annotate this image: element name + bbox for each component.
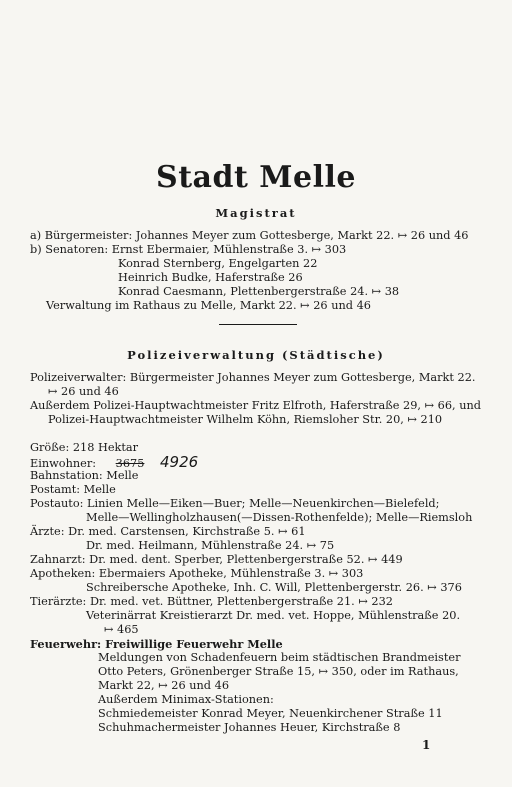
magistrat-line: Heinrich Budke, Haferstraße 26 xyxy=(118,271,303,284)
postauto-line: Postauto: Linien Melle—Eiken—Buer; Melle—Neuenkirchen—Bielefeld; xyxy=(30,497,440,510)
feuerwehr-line: Meldungen von Schadenfeuern beim städtischen Brandmeister xyxy=(98,651,461,664)
tieraerzte-line: ↦ 465 xyxy=(104,623,139,636)
feuerwehr-line: Schmiedemeister Konrad Meyer, Neuenkirchener Straße 11 xyxy=(98,707,443,720)
polizei-heading: Polizeiverwaltung (Städtische) xyxy=(127,348,385,362)
magistrat-heading: Magistrat xyxy=(215,206,297,220)
polizei-line: ↦ 26 und 46 xyxy=(48,385,119,398)
feuerwehr-line: Schuhmachermeister Johannes Heuer, Kirchstraße 8 xyxy=(98,721,401,734)
magistrat-line: Verwaltung im Rathaus zu Melle, Markt 22. ↦ 26 und 46 xyxy=(46,299,371,312)
page-title: Stadt Melle xyxy=(156,160,356,195)
polizei-line: Polizeiverwalter: Bürgermeister Johannes Meyer zum Gottesberge, Markt 22. xyxy=(30,371,476,384)
einwohner-handwritten: 4926 xyxy=(160,453,199,471)
polizei-line: Polizei-Hauptwachtmeister Wilhelm Köhn, Riemsloher Str. 20, ↦ 210 xyxy=(48,413,443,426)
bahnstation-line: Bahnstation: Melle xyxy=(30,469,139,482)
magistrat-line: Konrad Sternberg, Engelgarten 22 xyxy=(118,257,318,270)
groesse-line: Größe: 218 Hektar xyxy=(30,441,139,454)
einwohner-struck: 3675 xyxy=(115,457,145,470)
page-number: 1 xyxy=(422,738,431,752)
magistrat-line: b) Senatoren: Ernst Ebermaier, Mühlenstraße 3. ↦ 303 xyxy=(30,243,347,256)
section-divider xyxy=(219,324,297,325)
magistrat-line: Konrad Caesmann, Plettenbergerstraße 24. ↦ 38 xyxy=(118,285,400,298)
polizei-line: Außerdem Polizei-Hauptwachtmeister Fritz Elfroth, Haferstraße 29, ↦ 66, und xyxy=(30,399,482,412)
tieraerzte-line: Tierärzte: Dr. med. vet. Büttner, Plettenbergerstraße 21. ↦ 232 xyxy=(30,595,393,608)
feuerwehr-line: Feuerwehr: Freiwillige Feuerwehr Melle xyxy=(30,637,283,651)
tieraerzte-line: Veterinärrat Kreistierarzt Dr. med. vet. Hoppe, Mühlenstraße 20. xyxy=(86,609,461,622)
aerzte-line: Dr. med. Heilmann, Mühlenstraße 24. ↦ 75 xyxy=(86,539,335,552)
postamt-line: Postamt: Melle xyxy=(30,483,116,496)
aerzte-line: Ärzte: Dr. med. Carstensen, Kirchstraße 5. ↦ 61 xyxy=(30,525,306,538)
feuerwehr-line: Markt 22, ↦ 26 und 46 xyxy=(98,679,230,692)
apotheken-line: Apotheken: Ebermaiers Apotheke, Mühlenstraße 3. ↦ 303 xyxy=(30,567,364,580)
einwohner-label: Einwohner: xyxy=(30,457,97,470)
magistrat-line: a) Bürgermeister: Johannes Meyer zum Gottesberge, Markt 22. ↦ 26 und 46 xyxy=(30,229,469,242)
zahnarzt-line: Zahnarzt: Dr. med. dent. Sperber, Plettenbergerstraße 52. ↦ 449 xyxy=(30,553,403,566)
apotheken-line: Schreibersche Apotheke, Inh. C. Will, Plettenbergerstr. 26. ↦ 376 xyxy=(86,581,462,594)
postauto-line: Melle—Wellingholzhausen(—Dissen-Rothenfelde); Melle—Riemsloh xyxy=(86,511,473,524)
feuerwehr-line: Otto Peters, Grönenberger Straße 15, ↦ 350, oder im Rathaus, xyxy=(98,665,459,678)
feuerwehr-line: Außerdem Minimax-Stationen: xyxy=(98,693,274,706)
